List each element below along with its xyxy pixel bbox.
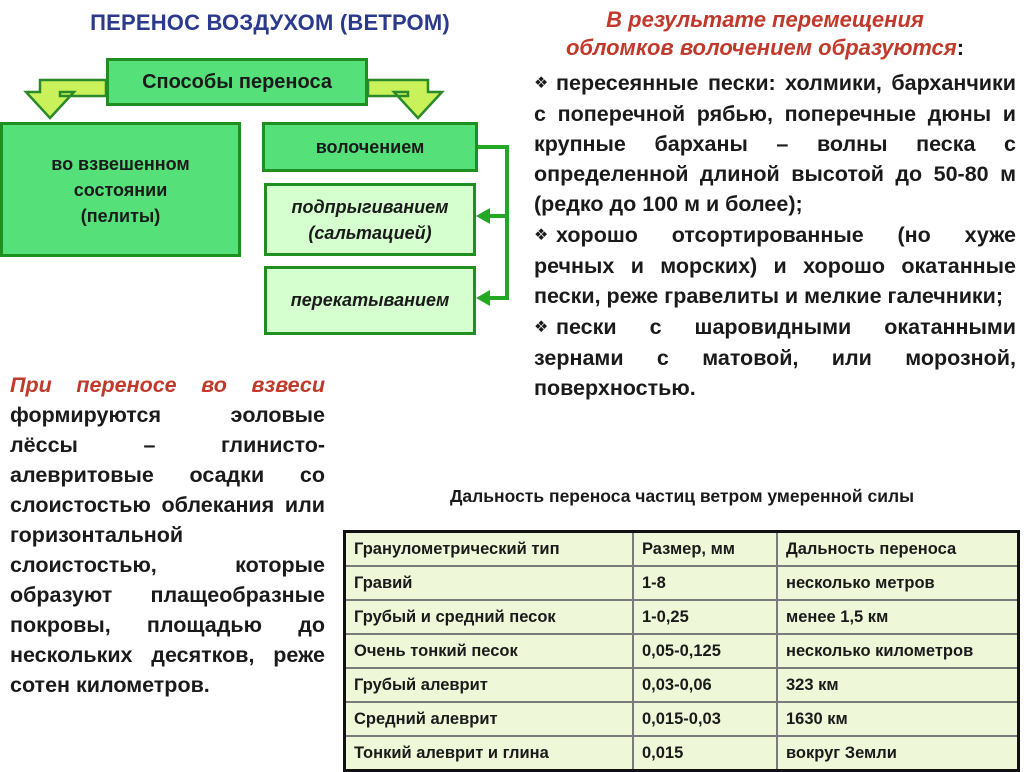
table-row <box>345 634 1019 668</box>
arrowhead-rolling-icon <box>476 290 490 306</box>
list-item <box>534 312 1016 403</box>
list-item-text: хорошо отсортированные (но хуже речных и морских) и хорошо окатанные пески, реже гравелиты и мелкие галечники; <box>534 223 1016 308</box>
header-cell: Дальность переноса <box>777 532 1019 567</box>
transport-methods-label: Способы переноса <box>142 70 332 93</box>
page-title: ПЕРЕНОС ВОЗДУХОМ (ВЕТРОМ) <box>90 10 450 35</box>
suspended-box <box>0 122 241 257</box>
table-row <box>345 668 1019 702</box>
diamond-bullet-icon: ❖ <box>534 75 549 92</box>
table-cell: несколько метров <box>777 566 1019 600</box>
suspension-paragraph <box>10 370 325 700</box>
dragging-label: волочением <box>315 136 425 157</box>
results-heading-line-2: обломков волочением образуются: <box>565 35 965 60</box>
table-cell: 1-8 <box>633 566 777 600</box>
header-cell: Размер, мм <box>633 532 777 567</box>
table-cell: Грубый и средний песок <box>345 600 634 634</box>
suspension-lead: При переносе во взвеси <box>10 373 325 397</box>
table-cell: несколько километров <box>777 634 1019 668</box>
table-cell: Тонкий алеврит и глина <box>345 736 634 771</box>
table-cell: 0,03-0,06 <box>633 668 777 702</box>
dragging-box <box>262 122 478 172</box>
results-heading <box>520 6 1010 62</box>
list-item <box>534 68 1016 219</box>
results-heading-line-1: В результате перемещения <box>606 7 924 32</box>
results-list <box>534 68 1016 404</box>
table-cell: 0,015 <box>633 736 777 771</box>
header-cell: Гранулометрический тип <box>345 532 634 567</box>
table-cell: 0,05-0,125 <box>633 634 777 668</box>
table-cell: Гравий <box>345 566 634 600</box>
table-cell: Очень тонкий песок <box>345 634 634 668</box>
table-cell: Средний алеврит <box>345 702 634 736</box>
transport-distance-table <box>343 530 1020 772</box>
table-title: Дальность переноса частиц ветром умеренной силы <box>449 486 915 506</box>
table-row <box>345 736 1019 771</box>
table-cell: 1-0,25 <box>633 600 777 634</box>
table-row <box>345 702 1019 736</box>
table-cell: 1630 км <box>777 702 1019 736</box>
table-cell: менее 1,5 км <box>777 600 1019 634</box>
saltation-line-1: подпрыгиванием <box>291 196 449 217</box>
suspended-line-1: во взвешенном <box>51 153 190 174</box>
table-cell: Грубый алеврит <box>345 668 634 702</box>
arrow-left-icon <box>26 80 106 118</box>
transport-methods-box <box>106 58 368 106</box>
suspended-line-3: (пелиты) <box>80 205 161 226</box>
list-item <box>534 220 1016 311</box>
table-row <box>345 600 1019 634</box>
diamond-bullet-icon: ❖ <box>534 319 549 336</box>
table-cell: 323 км <box>777 668 1019 702</box>
list-item-text: пески с шаровидными окатанными зернами с матовой, или морозной, поверхностью. <box>534 315 1016 400</box>
rolling-label: перекатыванием <box>290 290 450 310</box>
diamond-bullet-icon: ❖ <box>534 227 549 244</box>
table-cell: вокруг Земли <box>777 736 1019 771</box>
table-row <box>345 566 1019 600</box>
results-heading-colon: : <box>956 35 965 60</box>
saltation-line-2: (сальтацией) <box>308 222 432 243</box>
list-item-text: пересеянные пески: холмики, барханчики с поперечной рябью, поперечные дюны и крупные барханы – волны песка с определенной длиной высотой до 50-80 м (редко до 100 м и более); <box>534 71 1016 216</box>
rolling-box <box>264 266 476 335</box>
suspension-text: формируются эоловые лёссы – глинисто-алевритовые осадки со слоистостью облекания или горизонтальной слоистостью, которые образуют плащеобразные покровы, площадью до нескольких десятков, реже сотен километров. <box>10 403 325 697</box>
arrow-right-icon <box>368 80 442 118</box>
saltation-box <box>264 183 476 256</box>
suspended-line-2: состоянии <box>73 179 168 200</box>
table-cell: 0,015-0,03 <box>633 702 777 736</box>
connector-arrows <box>478 147 507 298</box>
table-header-row <box>345 532 1019 567</box>
arrowhead-saltation-icon <box>476 208 490 224</box>
